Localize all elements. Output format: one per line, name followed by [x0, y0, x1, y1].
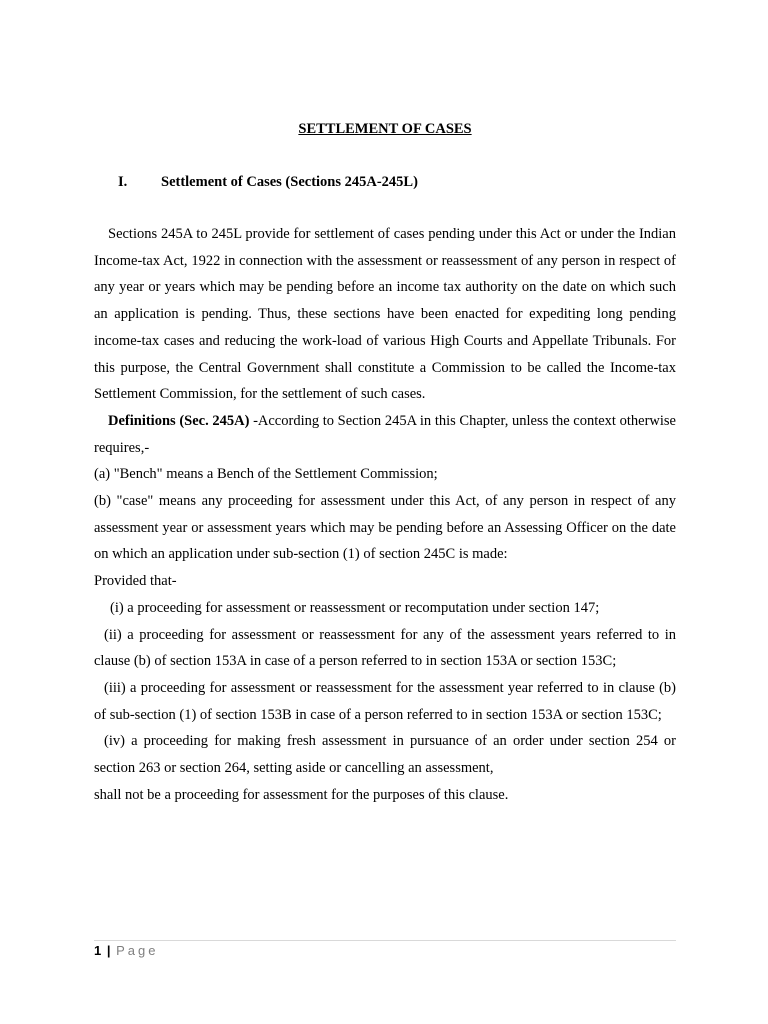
proviso-item-ii: (ii) a proceeding for assessment or reassessment for any of the assessment years referred to in clause (b) of section 153A in case of a person referred to in section 153A or section 153C; [94, 626, 676, 670]
document-page [94, 0, 676, 1024]
footer-divider [94, 940, 676, 941]
section-heading [118, 173, 418, 191]
proviso-item-iii: (iii) a proceeding for assessment or reassessment for the assessment year referred to in clause (b) of sub-section (1) of section 153B in case of a person referred to in section 153A or section 153C; [94, 679, 676, 723]
definitions-label: Definitions (Sec. 245A) [108, 412, 250, 429]
definition-item-b: (b) "case" means any proceeding for assessment under this Act, of any person in respect of any assessment year or assessment years which may be pending before an Assessing Officer on the date on which an application under sub-section (1) of section 245C is made: [94, 493, 676, 563]
document-title: SETTLEMENT OF CASES [298, 121, 472, 137]
definitions-lead-text: -According to Section 245A in this Chapter, unless the context otherwise requires,- [94, 412, 676, 456]
definitions-paragraph [94, 408, 676, 461]
proviso-intro: Provided that- [94, 573, 177, 590]
page-footer [94, 942, 159, 960]
proviso-item-i: (i) a proceeding for assessment or reassessment or recomputation under section 147; [110, 599, 600, 616]
section-number: I. [118, 174, 128, 190]
intro-paragraph: Sections 245A to 245L provide for settlement of cases pending under this Act or under the Indian Income-tax Act, 1922 in connection with the assessment or reassessment of any person in respect of any year or years which may be pending before an income tax authority on the date on which such an application is pending. Thus, these sections have been enacted for expediting long pending income-tax cases and reducing the work-load of various High Courts and Appellate Tribunals. For this purpose, the Central Government shall constitute a Commission to be called the Income-tax Settlement Commission, for the settlement of such cases. [94, 226, 676, 403]
document-body [94, 221, 676, 808]
page-separator: | [106, 943, 111, 958]
definition-item-a: (a) "Bench" means a Bench of the Settlement Commission; [94, 466, 438, 483]
section-heading-text: Settlement of Cases (Sections 245A-245L) [161, 174, 418, 190]
page-label: Page [116, 943, 159, 958]
proviso-item-iv: (iv) a proceeding for making fresh assessment in pursuance of an order under section 254 or section 263 or section 264, setting aside or cancelling an assessment, [94, 733, 676, 777]
proviso-closing: shall not be a proceeding for assessment for the purposes of this clause. [94, 786, 509, 803]
page-number: 1 [94, 943, 102, 958]
